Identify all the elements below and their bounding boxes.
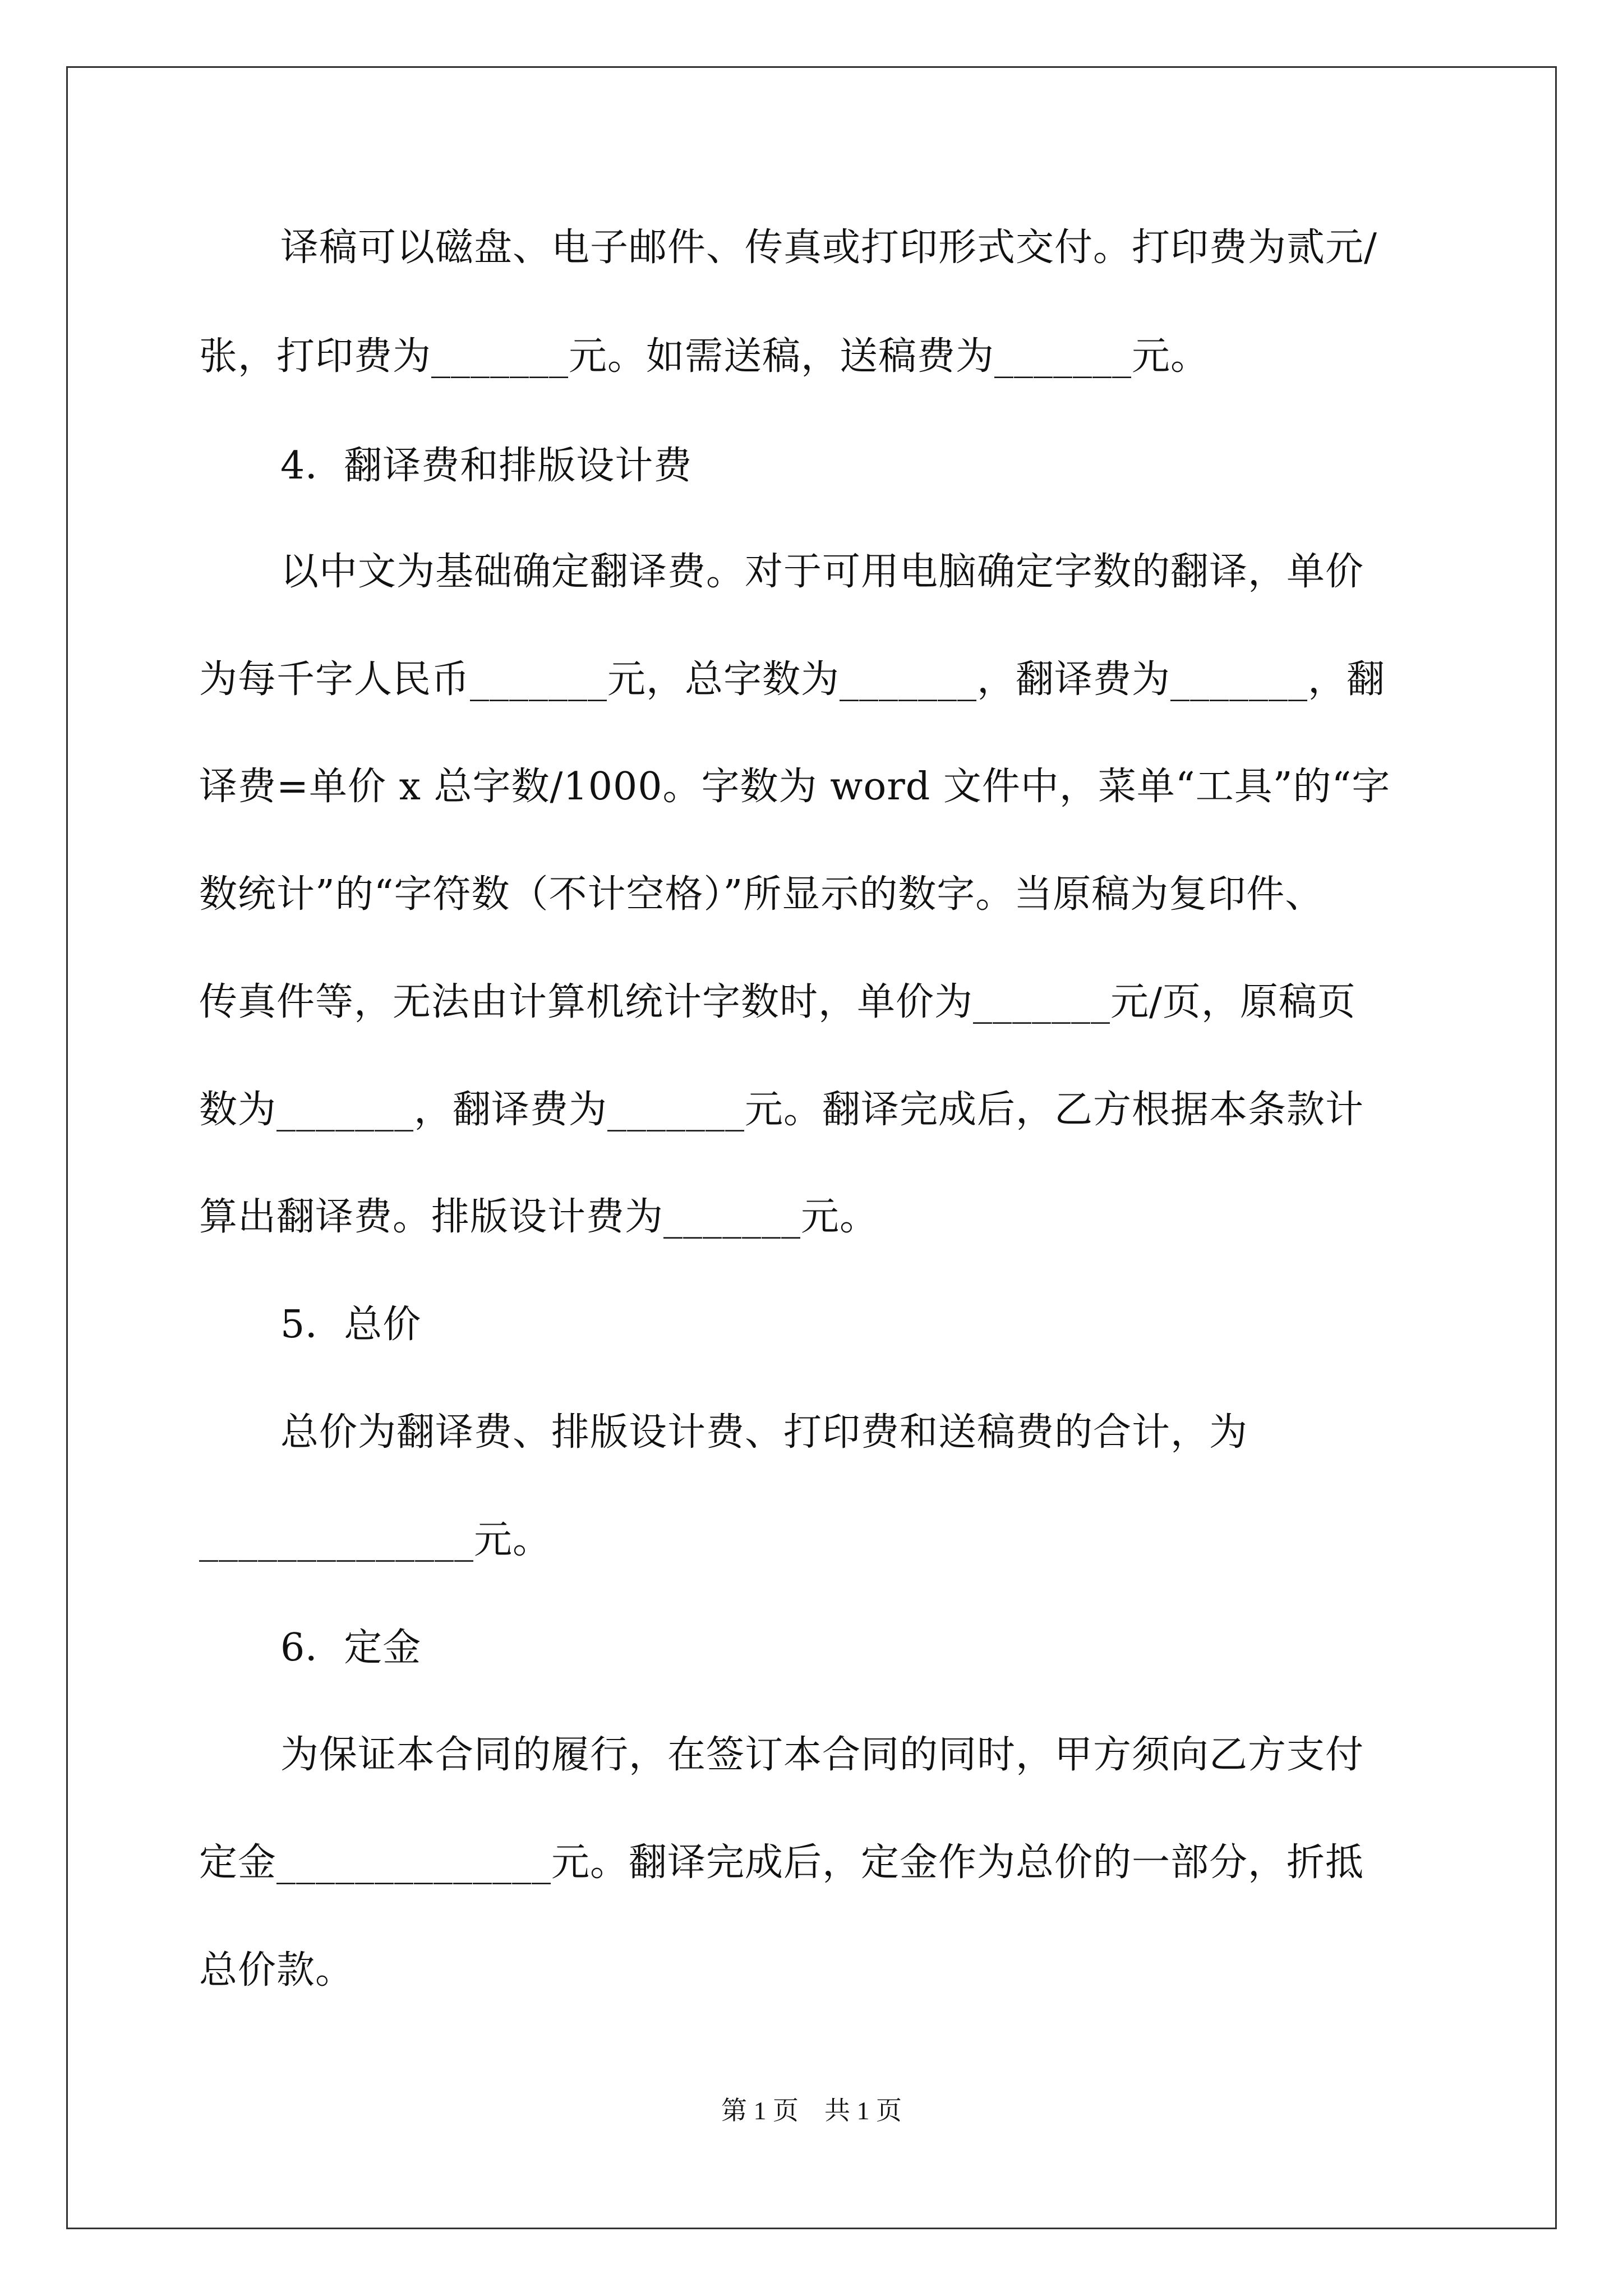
paragraph-fee-line-3: 译费=单价 x 总字数/1000。字数为 word 文件中，菜单“工具”的“字 bbox=[199, 765, 1391, 809]
section-heading-4: 4．翻译费和排版设计费 bbox=[280, 444, 693, 488]
paragraph-fee-line-4: 数统计”的“字符数（不计空格）”所显示的数字。当原稿为复印件、 bbox=[199, 872, 1324, 917]
paragraph-delivery-line-2: 张，打印费为_______元。如需送稿，送稿费为_______元。 bbox=[199, 334, 1210, 379]
paragraph-fee-line-2: 为每千字人民币_______元，总字数为_______，翻译费为_______，翻 bbox=[199, 657, 1386, 702]
paragraph-deposit-line-3: 总价款。 bbox=[199, 1948, 354, 1993]
paragraph-fee-line-1: 以中文为基础确定翻译费。对于可用电脑确定字数的翻译，单价 bbox=[280, 550, 1364, 594]
paragraph-fee-line-5: 传真件等，无法由计算机统计字数时，单价为_______元/页，原稿页 bbox=[199, 980, 1356, 1024]
page-number: 第 1 页 共 1 页 bbox=[721, 2096, 902, 2125]
paragraph-deposit-line-1: 为保证本合同的履行，在签订本合同的同时，甲方须向乙方支付 bbox=[280, 1733, 1364, 1777]
paragraph-fee-line-6: 数为_______，翻译费为_______元。翻译完成后，乙方根据本条款计 bbox=[199, 1088, 1364, 1132]
paragraph-delivery-line-1: 译稿可以磁盘、电子邮件、传真或打印形式交付。打印费为贰元/ bbox=[280, 226, 1377, 270]
section-heading-5: 5．总价 bbox=[280, 1303, 422, 1347]
page-border bbox=[66, 66, 1557, 2229]
paragraph-total-line-1: 总价为翻译费、排版设计费、打印费和送稿费的合计，为 bbox=[280, 1410, 1248, 1455]
paragraph-deposit-line-2: 定金______________元。翻译完成后，定金作为总价的一部分，折抵 bbox=[199, 1841, 1364, 1885]
section-heading-6: 6．定金 bbox=[280, 1626, 422, 1670]
paragraph-total-line-2: ______________元。 bbox=[199, 1518, 552, 1562]
paragraph-fee-line-7: 算出翻译费。排版设计费为_______元。 bbox=[199, 1195, 879, 1239]
